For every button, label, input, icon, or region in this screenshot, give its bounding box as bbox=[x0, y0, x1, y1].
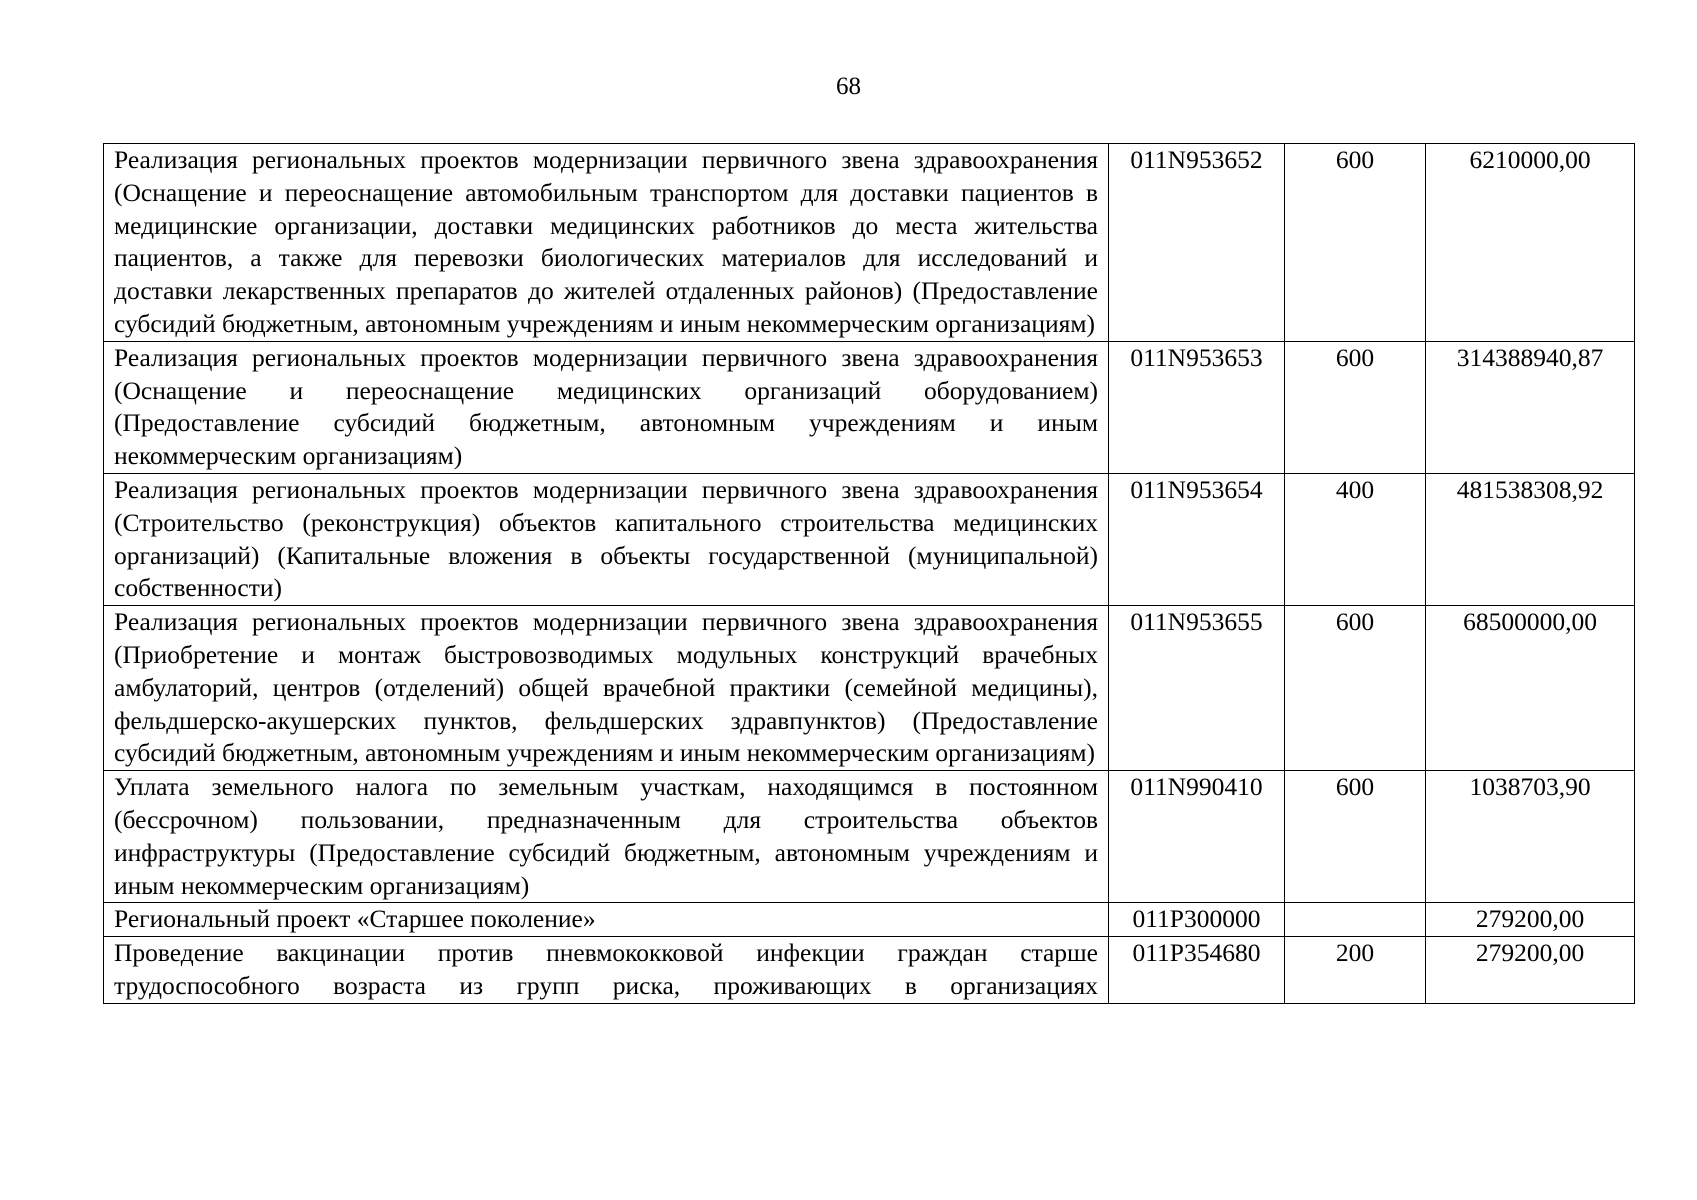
row-target-code: 011P300000 bbox=[1109, 903, 1285, 937]
row-expense-type: 600 bbox=[1285, 144, 1426, 342]
row-target-code: 011P354680 bbox=[1109, 937, 1285, 1004]
row-amount: 1038703,90 bbox=[1426, 771, 1635, 903]
row-description: Региональный проект «Старшее поколение» bbox=[104, 903, 1109, 937]
row-target-code: 011N953655 bbox=[1109, 606, 1285, 771]
row-expense-type: 200 bbox=[1285, 937, 1426, 1004]
page-number: 68 bbox=[836, 73, 861, 100]
row-expense-type: 600 bbox=[1285, 341, 1426, 473]
row-description: Уплата земельного налога по земельным участкам, находящимся в постоянном (бессрочном) пользовании, предназначенным для строительства объектов инфраструктуры (Предоставление субсидий бюджетным, автономным учреждениям и иным некоммерческим организациям) bbox=[104, 771, 1109, 903]
row-description: Проведение вакцинации против пневмококковой инфекции граждан старше трудоспособного возраста из групп риска, проживающих в организациях bbox=[104, 937, 1109, 1004]
table-row bbox=[104, 144, 1635, 342]
row-expense-type: 600 bbox=[1285, 606, 1426, 771]
table-row bbox=[104, 771, 1635, 903]
row-amount: 481538308,92 bbox=[1426, 473, 1635, 605]
row-amount: 68500000,00 bbox=[1426, 606, 1635, 771]
table-row bbox=[104, 903, 1635, 937]
row-expense-type: 400 bbox=[1285, 473, 1426, 605]
row-target-code: 011N953652 bbox=[1109, 144, 1285, 342]
row-amount: 6210000,00 bbox=[1426, 144, 1635, 342]
row-amount: 279200,00 bbox=[1426, 903, 1635, 937]
row-amount: 314388940,87 bbox=[1426, 341, 1635, 473]
row-target-code: 011N953653 bbox=[1109, 341, 1285, 473]
table-row bbox=[104, 341, 1635, 473]
row-description: Реализация региональных проектов модернизации первичного звена здравоохранения (Приобретение и монтаж быстровозводимых модульных конструкций врачебных амбулаторий, центров (отделений) общей врачебной практики (семейной медицины), фельдшерско-акушерских пунктов, фельдшерских здравпунктов) (Предоставление субсидий бюджетным, автономным учреждениям и иным некоммерческим организациям) bbox=[104, 606, 1109, 771]
budget-table bbox=[103, 143, 1635, 1004]
table-row bbox=[104, 937, 1635, 1004]
table-row bbox=[104, 606, 1635, 771]
row-expense-type: 600 bbox=[1285, 771, 1426, 903]
row-target-code: 011N953654 bbox=[1109, 473, 1285, 605]
row-expense-type bbox=[1285, 903, 1426, 937]
table-row bbox=[104, 473, 1635, 605]
row-description: Реализация региональных проектов модернизации первичного звена здравоохранения (Оснащение и переоснащение автомобильным транспортом для доставки пациентов в медицинские организации, доставки медицинских работников до места жительства пациентов, а также для перевозки биологических материалов для исследований и доставки лекарственных препаратов до жителей отдаленных районов) (Предоставление субсидий бюджетным, автономным учреждениям и иным некоммерческим организациям) bbox=[104, 144, 1109, 342]
row-target-code: 011N990410 bbox=[1109, 771, 1285, 903]
row-amount: 279200,00 bbox=[1426, 937, 1635, 1004]
row-description: Реализация региональных проектов модернизации первичного звена здравоохранения (Строительство (реконструкция) объектов капитального строительства медицинских организаций) (Капитальные вложения в объекты государственной (муниципальной) собственности) bbox=[104, 473, 1109, 605]
row-description: Реализация региональных проектов модернизации первичного звена здравоохранения (Оснащение и переоснащение медицинских организаций оборудованием) (Предоставление субсидий бюджетным, автономным учреждениям и иным некоммерческим организациям) bbox=[104, 341, 1109, 473]
